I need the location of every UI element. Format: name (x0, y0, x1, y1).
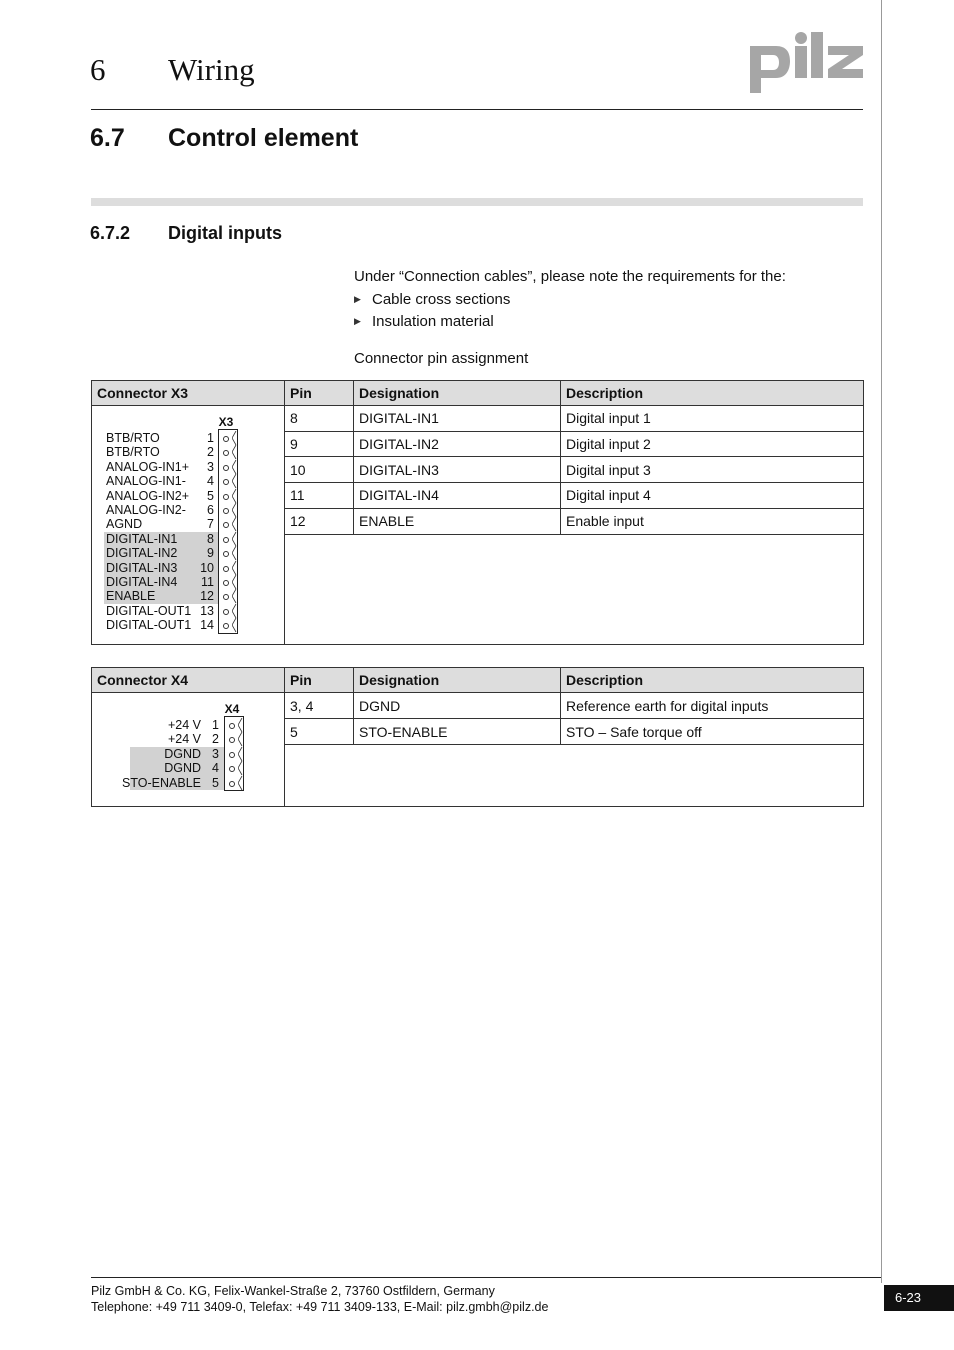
description-cell: Enable input (561, 508, 864, 534)
pin-number: 4 (212, 761, 219, 776)
pin-number: 10 (200, 560, 214, 575)
pin-number: 1 (212, 718, 219, 732)
table-header-row (92, 381, 864, 406)
terminal-notch-icon (232, 474, 240, 489)
footer-contact: Telephone: +49 711 3409-0, Telefax: +49 711 3409-133, E-Mail: pilz.gmbh@pilz.de (91, 1300, 549, 1314)
footer-address: Pilz GmbH & Co. KG, Felix-Wankel-Straße 2, 73760 Ostfildern, Germany (91, 1284, 495, 1298)
chapter-title: Wiring (168, 52, 255, 87)
column-header: Pin (285, 381, 354, 406)
connector-label: X4 (224, 702, 240, 716)
section-title: Control element (168, 124, 359, 152)
pin-number: 3 (207, 459, 214, 474)
pin-label: DIGITAL-OUT1 (106, 603, 192, 618)
terminal-screw-icon (223, 508, 229, 514)
terminal-screw-icon (223, 580, 229, 586)
pin-number: 5 (207, 488, 214, 503)
pin-label: ANALOG-IN1+ (106, 459, 190, 474)
pin-cell: 11 (285, 483, 354, 509)
description-cell: STO – Safe torque off (561, 719, 864, 745)
x4-diagram (92, 693, 285, 807)
pin-label: ANALOG-IN2+ (106, 488, 190, 503)
triangle-bullet-icon: ▶ (354, 294, 361, 304)
description-cell: Digital input 3 (561, 457, 864, 483)
pin-label: ANALOG-IN2- (106, 503, 186, 517)
terminal-screw-icon (223, 566, 229, 572)
pin-number: 4 (207, 474, 214, 489)
column-header: Description (561, 381, 864, 406)
table-caption: Connector pin assignment (354, 350, 529, 367)
pin-cell: 3, 4 (285, 693, 354, 719)
pin-label: ENABLE (106, 589, 156, 604)
pin-number: 5 (212, 775, 219, 790)
section-band (91, 198, 863, 206)
footer-rule (91, 1277, 881, 1278)
column-header: Pin (285, 668, 354, 693)
subsection-title: Digital inputs (168, 223, 282, 243)
subsection-number: 6.7.2 (90, 223, 131, 243)
designation-cell: DIGITAL-IN4 (354, 483, 561, 509)
table-row (92, 406, 864, 432)
terminal-screw-icon (223, 494, 229, 500)
terminal-screw-icon (223, 436, 229, 442)
pin-number: 2 (212, 732, 219, 747)
column-header: Designation (354, 668, 561, 693)
terminal-screw-icon (223, 465, 229, 471)
pin-number: 3 (212, 746, 219, 761)
pin-number: 12 (200, 589, 214, 604)
designation-cell: DGND (354, 693, 561, 719)
designation-cell: DIGITAL-IN1 (354, 406, 561, 432)
terminal-screw-icon (229, 781, 235, 787)
pin-label: DGND (164, 746, 201, 761)
terminal-notch-icon (238, 776, 246, 791)
pin-number: 2 (207, 445, 214, 460)
pin-label: +24 V (167, 718, 201, 732)
intro-text: Under “Connection cables”, please note the requirements for the: (354, 268, 786, 285)
terminal-screw-icon (229, 723, 235, 729)
terminal-notch-icon (232, 561, 240, 576)
x3-diagram (92, 406, 285, 645)
terminal-notch-icon (232, 517, 240, 532)
terminal-notch-icon (232, 532, 240, 547)
pilz-logo (748, 28, 866, 94)
pin-cell: 12 (285, 508, 354, 534)
pin-number: 8 (207, 531, 214, 546)
column-header: Designation (354, 381, 561, 406)
column-header: Description (561, 668, 864, 693)
connector-label: X3 (218, 415, 234, 429)
terminal-notch-icon (232, 546, 240, 561)
section-number: 6.7 (90, 124, 125, 152)
pin-label: DGND (164, 761, 201, 776)
terminal-notch-icon (232, 445, 240, 460)
pin-cell: 9 (285, 431, 354, 457)
designation-cell: DIGITAL-IN2 (354, 431, 561, 457)
terminal-notch-icon (238, 761, 246, 776)
pin-label: +24 V (167, 732, 201, 747)
pin-number: 9 (207, 546, 214, 561)
terminal-screw-icon (223, 537, 229, 543)
terminal-notch-icon (232, 589, 240, 604)
terminal-screw-icon (223, 609, 229, 615)
header-rule (91, 109, 863, 110)
description-cell: Digital input 2 (561, 431, 864, 457)
triangle-bullet-icon: ▶ (354, 316, 361, 326)
bullet-item: ▶ Cable cross sections (354, 291, 511, 308)
terminal-notch-icon (238, 747, 246, 762)
pin-cell: 10 (285, 457, 354, 483)
connector-x4-table (91, 667, 864, 807)
page-number: 6-23 (884, 1285, 954, 1311)
terminal-notch-icon (238, 718, 246, 733)
pin-label: DIGITAL-IN3 (106, 560, 178, 575)
pin-number: 14 (200, 618, 214, 633)
description-cell: Reference earth for digital inputs (561, 693, 864, 719)
designation-cell: ENABLE (354, 508, 561, 534)
pin-label: DIGITAL-IN2 (106, 546, 178, 561)
pin-cell: 8 (285, 406, 354, 432)
description-cell: Digital input 4 (561, 483, 864, 509)
column-header: Connector X4 (92, 668, 285, 693)
pin-label: STO-ENABLE (122, 775, 201, 790)
pin-label: DIGITAL-OUT1 (106, 618, 192, 633)
pin-cell: 5 (285, 719, 354, 745)
pin-label: DIGITAL-IN1 (106, 531, 178, 546)
pin-number: 6 (207, 503, 214, 517)
terminal-notch-icon (232, 575, 240, 590)
connector-x3-table (91, 380, 864, 645)
terminal-notch-icon (232, 618, 240, 633)
pin-label: BTB/RTO (106, 445, 160, 460)
column-header: Connector X3 (92, 381, 285, 406)
terminal-notch-icon (232, 604, 240, 619)
pin-label: ANALOG-IN1- (106, 474, 186, 489)
pin-number: 7 (207, 517, 214, 532)
pin-number: 11 (201, 575, 214, 589)
pin-label: BTB/RTO (106, 431, 160, 445)
pin-label: DIGITAL-IN4 (106, 575, 178, 589)
margin-line (881, 0, 882, 1283)
bullet-item: ▶ Insulation material (354, 313, 494, 330)
designation-cell: STO-ENABLE (354, 719, 561, 745)
description-cell: Digital input 1 (561, 406, 864, 432)
terminal-notch-icon (232, 489, 240, 504)
designation-cell: DIGITAL-IN3 (354, 457, 561, 483)
pin-label: AGND (106, 517, 143, 532)
terminal-screw-icon (229, 752, 235, 758)
table-row (92, 693, 864, 719)
table-header-row (92, 668, 864, 693)
terminal-notch-icon (232, 460, 240, 475)
terminal-notch-icon (238, 732, 246, 747)
terminal-notch-icon (232, 431, 240, 446)
chapter-number: 6 (90, 52, 106, 87)
terminal-notch-icon (232, 503, 240, 518)
pin-number: 13 (200, 603, 214, 618)
pin-number: 1 (207, 431, 214, 445)
